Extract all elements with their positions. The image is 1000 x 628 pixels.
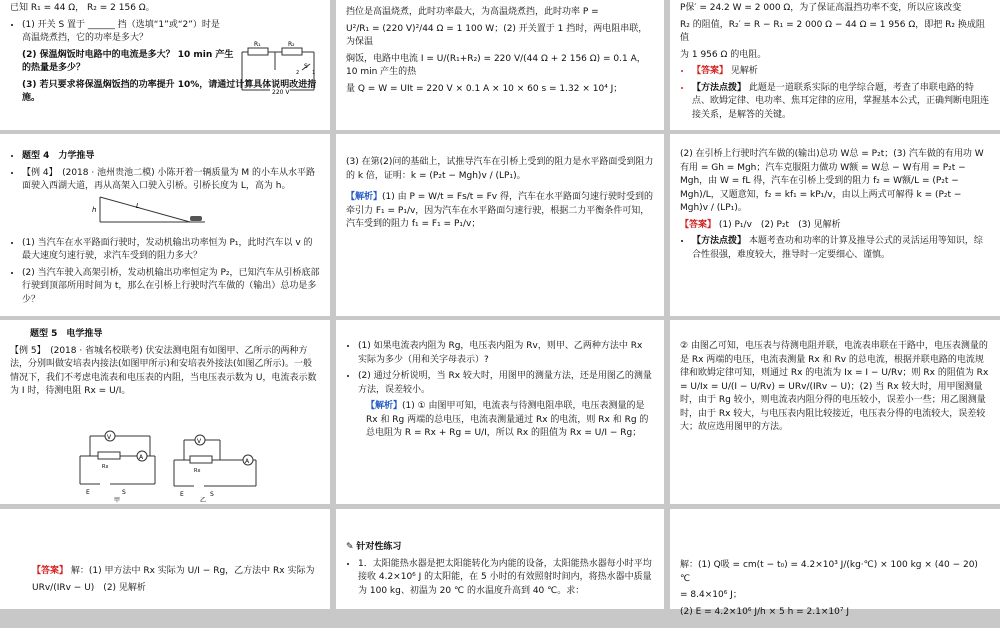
solution-line-1: 解：(1) Q吸 = cm(t − t₀) = 4.2×10³ J/(kg·℃) × 100 kg × (40 − 20) ℃ bbox=[680, 560, 978, 584]
ammeter-label-yi: A bbox=[245, 458, 250, 465]
question-1: • (1) 开关 S 置于 ______ 挡（选填“1”或“2”）时是高温烧煮挡，它的功率是多大？ bbox=[22, 19, 222, 46]
bridge-incline-figure bbox=[90, 192, 210, 230]
question-2: (2) 保温焖饭时电路中的电流是多大？ 10 min 产生的热量是多少？ bbox=[22, 49, 234, 73]
analysis-paragraph bbox=[346, 191, 654, 232]
question-3: (3) 在第(2)问的基础上，试推导汽车在引桥上受到的阻力是水平路面受到阻力的 k 倍，证明：k = (P₂t − Mgh)v / (LP₁)。 bbox=[346, 157, 654, 181]
height-label: h bbox=[92, 206, 97, 214]
slide-3-solution-part2[interactable] bbox=[670, 0, 1000, 130]
example-5-text: 【例 5】 (2018 · 省城名校联考) 伏安法测电阻有如图甲、乙所示的两种方法，分别叫做安培表内接法(如图甲所示)和安培表外接法(如图乙所示)。一般情况下，我们不考虑电流表和电压表的内阻，当电压表示数为 U，电流表示数为 I 时，待测电阻 Rx = U/I。 bbox=[10, 345, 317, 396]
rx-label-yi: Rx bbox=[194, 468, 201, 474]
analysis-text: (1) 由 P = W/t = Fs/t = Fv 得，汽车在水平路面匀速行驶时受到的牵引力 F₁ = P₁/v，因为汽车在水平路面匀速行驶，根据二力平衡条件可知，汽车受到的阻力 f₁ = F₁ = P₁/v； bbox=[346, 192, 653, 229]
answer-tag: 【答案】 bbox=[680, 219, 717, 230]
voltmeter-label-jia: V bbox=[107, 434, 112, 441]
source-label-jia: E bbox=[86, 489, 90, 496]
slide-2-solution-part1[interactable] bbox=[336, 0, 664, 130]
switch-pos-2: 2 bbox=[296, 70, 300, 76]
practice-heading bbox=[346, 541, 654, 555]
slide-12-practice-solution[interactable] bbox=[670, 509, 1000, 617]
switch-label-yi: S bbox=[210, 491, 214, 498]
answer-tag: 【答案】 bbox=[32, 566, 69, 576]
section-heading: 题型 5 电学推导 bbox=[30, 329, 103, 339]
solution-line-2: = 8.4×10⁶ J； bbox=[680, 590, 742, 600]
solution-line-3: 为 1 956 Ω 的电阻。 bbox=[680, 49, 767, 60]
figure-yi-caption: 乙 bbox=[200, 497, 207, 504]
switch-pos-1: 1 bbox=[312, 70, 316, 76]
example-4-text: • 【例 4】 (2018 · 池州贵池二模) 小陈开着一辆质量为 M 的小车从水平路面驶入西湖大道，再从高架入口驶入引桥。引桥长度为 L，高为 h。 bbox=[22, 167, 320, 194]
rice-cooker-circuit-figure bbox=[240, 42, 320, 98]
switch-label: S bbox=[304, 63, 308, 70]
practice-badge: 针对性练习 bbox=[356, 542, 402, 552]
method-item bbox=[692, 235, 990, 262]
slide-8-electrical-analysis[interactable] bbox=[336, 320, 664, 504]
source-label-yi: E bbox=[180, 491, 184, 498]
question-2: • (2) 当汽车驶入高架引桥，发动机输出功率恒定为 P₂，已知汽车从引桥底部行驶到顶部所用时间为 t，那么在引桥上行驶时汽车做的（输出）总功是多少？ bbox=[22, 267, 320, 308]
question-1: • (1) 如果电流表内阻为 Rg，电压表内阻为 Rv，则甲、乙两种方法中 Rx 实际为多少（用和关字母表示）? bbox=[358, 340, 654, 367]
slide-5-mechanics-solution[interactable] bbox=[336, 134, 664, 316]
figure-jia-caption: 甲 bbox=[114, 497, 121, 504]
known-values: 已知 R₁ = 44 Ω， R₂ = 2 156 Ω。 bbox=[10, 3, 155, 13]
slide-10-electrical-answer[interactable] bbox=[0, 509, 330, 609]
answer-paragraph bbox=[680, 219, 990, 233]
question-2: • (2) 通过分析说明，当 Rx 较大时，用图甲的测量方法，还是用图乙的测量方法，误差较小。 bbox=[358, 370, 654, 397]
answer-tag: 【答案】 bbox=[692, 66, 729, 76]
slide-11-practice[interactable] bbox=[336, 509, 664, 609]
pencil-icon: ✎ bbox=[346, 542, 354, 552]
voltage-label: 220 V bbox=[272, 89, 290, 96]
method-tag: 【方法点拨】 bbox=[692, 82, 747, 93]
slide-4-mechanics-question[interactable] bbox=[0, 134, 330, 316]
answer-paragraph bbox=[32, 565, 320, 579]
solution-text: (2) 在引桥上行驶时汽车做的(输出)总功 W总 = P₂t；(3) 汽车做的有用功 W有用 = Gh = Mgh；汽车克服阻力做功 W额 = W总 − W有用 = P₂t − Mgh，由 W = fL 得，汽车在引桥上受到的阻力 f₂ = W额/L = (P₂t − Mgh)/L，又题意知，f₂ = kf₁ = kP₁/v，由以上两式可解得 k = (P₂t − Mgh)v / (LP₁)。 bbox=[680, 149, 984, 213]
answer-item bbox=[692, 65, 990, 79]
answer-text: 解：(1) 甲方法中 Rx 实际为 U/I − Rg，乙方法中 Rx 实际为 bbox=[70, 566, 315, 576]
answer-text: (1) P₁/v (2) P₂t (3) 见解析 bbox=[718, 219, 841, 230]
slide-9-electrical-analysis-cont[interactable] bbox=[670, 320, 1000, 504]
method-item bbox=[692, 82, 990, 123]
solution-line-1: 挡位是高温烧煮，此时功率最大，为高温烧煮挡，此时功率 P = bbox=[346, 7, 599, 17]
section-heading: • 题型 4 力学推导 bbox=[22, 150, 320, 164]
solution-line-2: R₂ 的阻值，R₂′ = R − R₁ = 2 000 Ω − 44 Ω = 1 956 Ω，即把 R₂ 换成阻值 bbox=[680, 19, 985, 43]
analysis-tag: 【解析】 bbox=[346, 192, 383, 202]
solution-line-1: P保′ = 24.2 W = 2 000 Ω，为了保证高温挡功率不变，所以应该改变 bbox=[680, 3, 962, 13]
solution-line-2: U²/R₁ = (220 V)²/44 Ω = 1 100 W；(2) 开关置于 1 挡时，两电阻串联，为保温 bbox=[346, 23, 648, 47]
car-icon bbox=[190, 216, 202, 221]
rx-label-jia: Rx bbox=[102, 464, 109, 470]
r1-label: R₁ bbox=[254, 41, 261, 48]
question-1: • (1) 当汽车在水平路面行驶时，发动机输出功率恒为 P₁，此时汽车以 v 的最大速度匀速行驶，求汽车受到的阻力多大？ bbox=[22, 237, 320, 264]
slide-6-mechanics-answer[interactable] bbox=[670, 134, 1000, 316]
solution-line-4: 量 Q = W = UIt = 220 V × 0.1 A × 10 × 60 s = 1.32 × 10⁴ J； bbox=[346, 83, 623, 94]
method-tag: 【方法点拨】 bbox=[692, 236, 747, 246]
answer-text: 见解析 bbox=[730, 66, 758, 76]
switch-label-jia: S bbox=[122, 489, 126, 496]
analysis-tag: 【解析】 bbox=[366, 401, 403, 411]
analysis-paragraph bbox=[366, 400, 654, 441]
ammeter-voltmeter-circuits-figure bbox=[70, 426, 260, 502]
analysis-text: (1) ① 由图甲可知，电流表与待测电阻串联，电压表测量的是 Rx 和 Rg 两端的总电压，电流表测量通过 Rx 的电流，则 Rx 和 Rg 的总电阻为 R = Rx + Rg = U/I，所以 Rx 的阻值为 Rx = U/I − Rg； bbox=[366, 401, 649, 438]
solution-line-3: 焖饭，电路中电流 I = U/(R₁+R₂) = 220 V/(44 Ω + 2 156 Ω) = 0.1 A，10 min 产生的热 bbox=[346, 53, 646, 77]
r2-label: R₂ bbox=[288, 41, 295, 48]
answer-text-continued: URv/(IRv − U) (2) 见解析 bbox=[32, 582, 146, 593]
question-3: (3) 若只要求将保温焖饭挡的功率提升 10%，请通过计算具体说明改进措施。 bbox=[22, 79, 317, 103]
length-label: L bbox=[136, 202, 140, 210]
slide-7-electrical-question[interactable] bbox=[0, 320, 330, 504]
slide-1-rice-cooker-question[interactable] bbox=[0, 0, 330, 130]
method-text: 此题是一道联系实际的电学综合题，考查了串联电路的特点、欧姆定律、电功率、焦耳定律的应用，掌握基本公式，正确判断电阻连接关系，是解答的关键。 bbox=[692, 82, 990, 120]
voltmeter-label-yi: V bbox=[197, 438, 202, 445]
practice-question-1: • 1．太阳能热水器是把太阳能转化为内能的设备，太阳能热水器每小时平均接收 4.2×10⁶ J 的太阳能，在 5 小时的有效照射时间内，将热水器中质量为 100 kg、初温为 20 ℃ 的水温度升高到 40 ℃。求： bbox=[358, 558, 654, 599]
solution-line-3: (2) E = 4.2×10⁶ J/h × 5 h = 2.1×10⁷ J bbox=[680, 606, 849, 617]
analysis-continued: ② 由图乙可知，电压表与待测电阻并联，电流表串联在干路中，电压表测量的是 Rx 两端的电压，电流表测量 Rx 和 Rv 的总电流，根据并联电路的电流规律和欧姆定律可知，则通过 Rx 的电流为 Ix = I − U/Rv；则 Rx 的阻值为 Rx = U/Ix = U/(I − U/Rv) = URv/(IRv − U)；(2) 当 Rx 较大时，用甲图测量时，由于 Rg 较小，则电流表内阻分得的电压较小，误差小一些；用乙图测量时，由于 Rx 较大，与电压表内阻比较接近，电压表分得的电流较大，误差较大；故应选用图甲的方法。 bbox=[680, 341, 989, 432]
ammeter-label-jia: A bbox=[139, 454, 144, 461]
method-text: 本题考查功和功率的计算及推导公式的灵活运用等知识，综合性很强，难度较大，推导时一定要细心、谨慎。 bbox=[692, 236, 983, 260]
